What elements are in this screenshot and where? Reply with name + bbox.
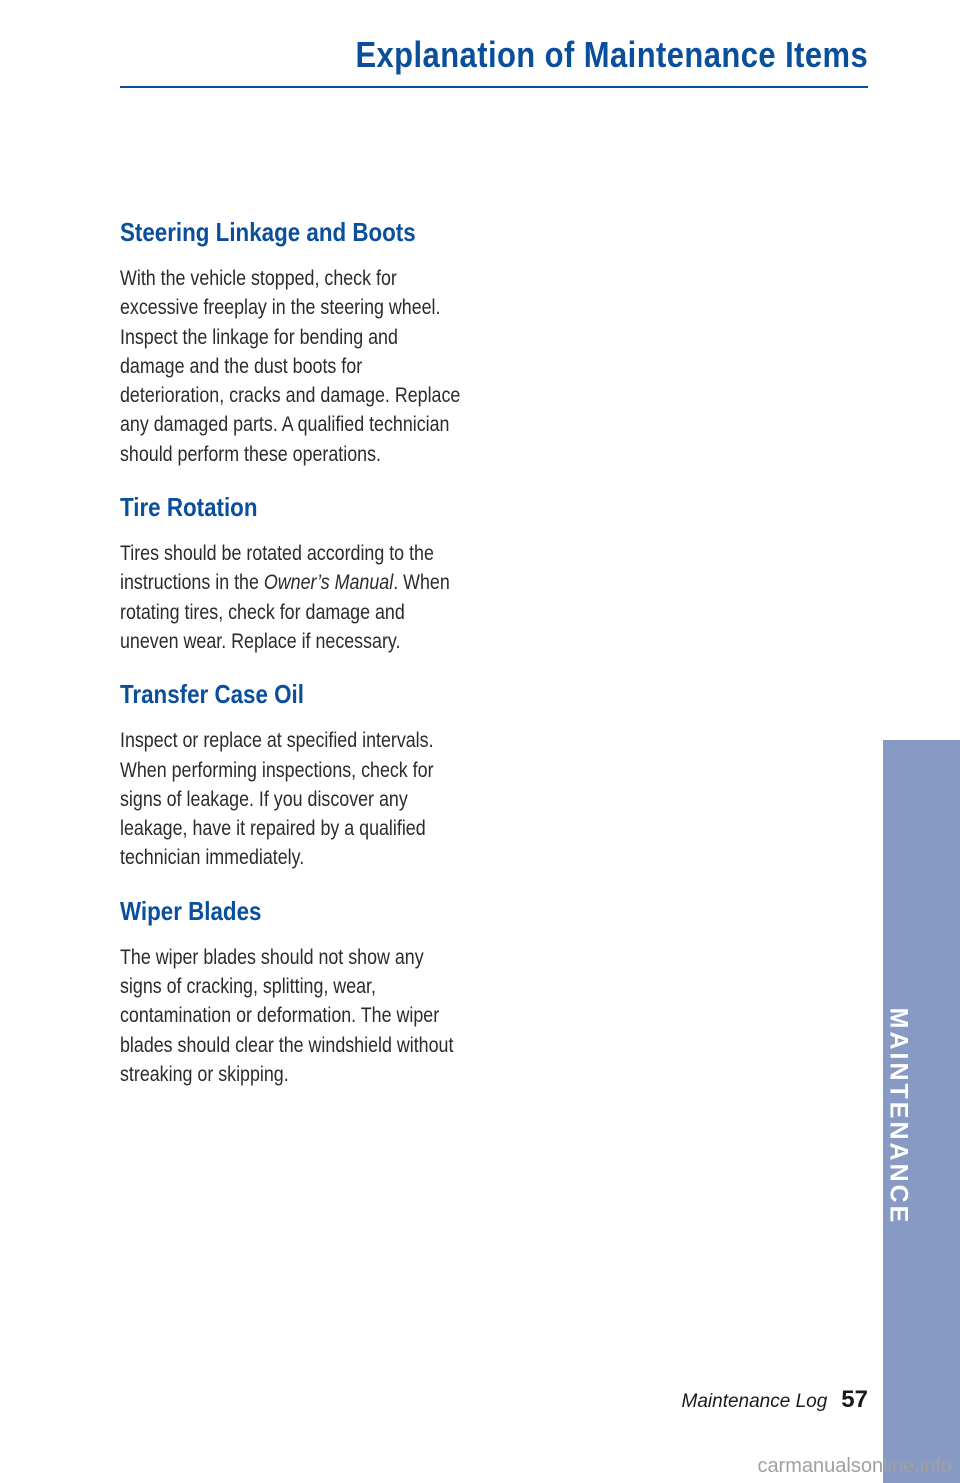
title-divider bbox=[120, 86, 868, 88]
page-footer bbox=[682, 1386, 868, 1414]
body-line: streaking or skipping. bbox=[120, 1062, 289, 1086]
page-number: 57 bbox=[841, 1386, 868, 1413]
page-title: Explanation of Maintenance Items bbox=[355, 34, 868, 75]
section-heading: Steering Linkage and Boots bbox=[120, 217, 416, 247]
manual-reference: Owner’s Manual bbox=[263, 571, 394, 595]
body-line: With the vehicle stopped, check for bbox=[120, 267, 397, 290]
side-tab-label-box bbox=[883, 1001, 912, 1231]
body-line: technician immediately. bbox=[120, 846, 305, 870]
side-tab-label: MAINTENANCE bbox=[884, 1007, 912, 1225]
body-line: leakage, have it repaired by a qualified bbox=[120, 817, 426, 841]
body-line: any damaged parts. A qualified technician bbox=[120, 413, 450, 437]
body-line: contamination or deformation. The wiper bbox=[120, 1004, 440, 1028]
section-tire-rotation bbox=[120, 489, 500, 656]
body-line bbox=[120, 568, 477, 597]
body-text: . When bbox=[393, 571, 450, 595]
section-body bbox=[120, 943, 477, 1089]
body-line: signs of cracking, splitting, wear, bbox=[120, 975, 376, 999]
body-line: damage and the dust boots for bbox=[120, 354, 363, 378]
body-line: Inspect the linkage for bending and bbox=[120, 325, 398, 349]
body-line: rotating tires, check for damage and bbox=[120, 600, 405, 624]
body-line: The wiper blades should not show any bbox=[120, 945, 424, 969]
watermark: carmanualsonline.info bbox=[757, 1455, 952, 1477]
body-line: Inspect or replace at specified intervals. bbox=[120, 729, 434, 753]
section-wiper-blades bbox=[120, 893, 500, 1089]
body-line: Tires should be rotated according to the bbox=[120, 542, 434, 566]
footer-label: Maintenance Log bbox=[681, 1391, 828, 1412]
section-heading: Wiper Blades bbox=[120, 895, 262, 926]
section-body bbox=[120, 264, 477, 469]
body-line: uneven wear. Replace if necessary. bbox=[120, 629, 401, 653]
section-steering-linkage bbox=[120, 214, 500, 469]
main-content bbox=[120, 214, 500, 1109]
body-line: deterioration, cracks and damage. Replace bbox=[120, 384, 461, 408]
section-heading: Tire Rotation bbox=[120, 492, 258, 523]
body-line: When performing inspections, check for bbox=[120, 758, 434, 782]
section-transfer-case-oil bbox=[120, 676, 500, 872]
section-heading: Transfer Case Oil bbox=[120, 679, 304, 710]
body-line: blades should clear the windshield without bbox=[120, 1033, 454, 1057]
section-body bbox=[120, 726, 477, 872]
body-line: should perform these operations. bbox=[120, 442, 381, 466]
body-text: instructions in the bbox=[120, 571, 264, 595]
body-line: signs of leakage. If you discover any bbox=[120, 787, 408, 811]
section-body bbox=[120, 539, 477, 656]
body-line: excessive freeplay in the steering wheel. bbox=[120, 296, 441, 320]
